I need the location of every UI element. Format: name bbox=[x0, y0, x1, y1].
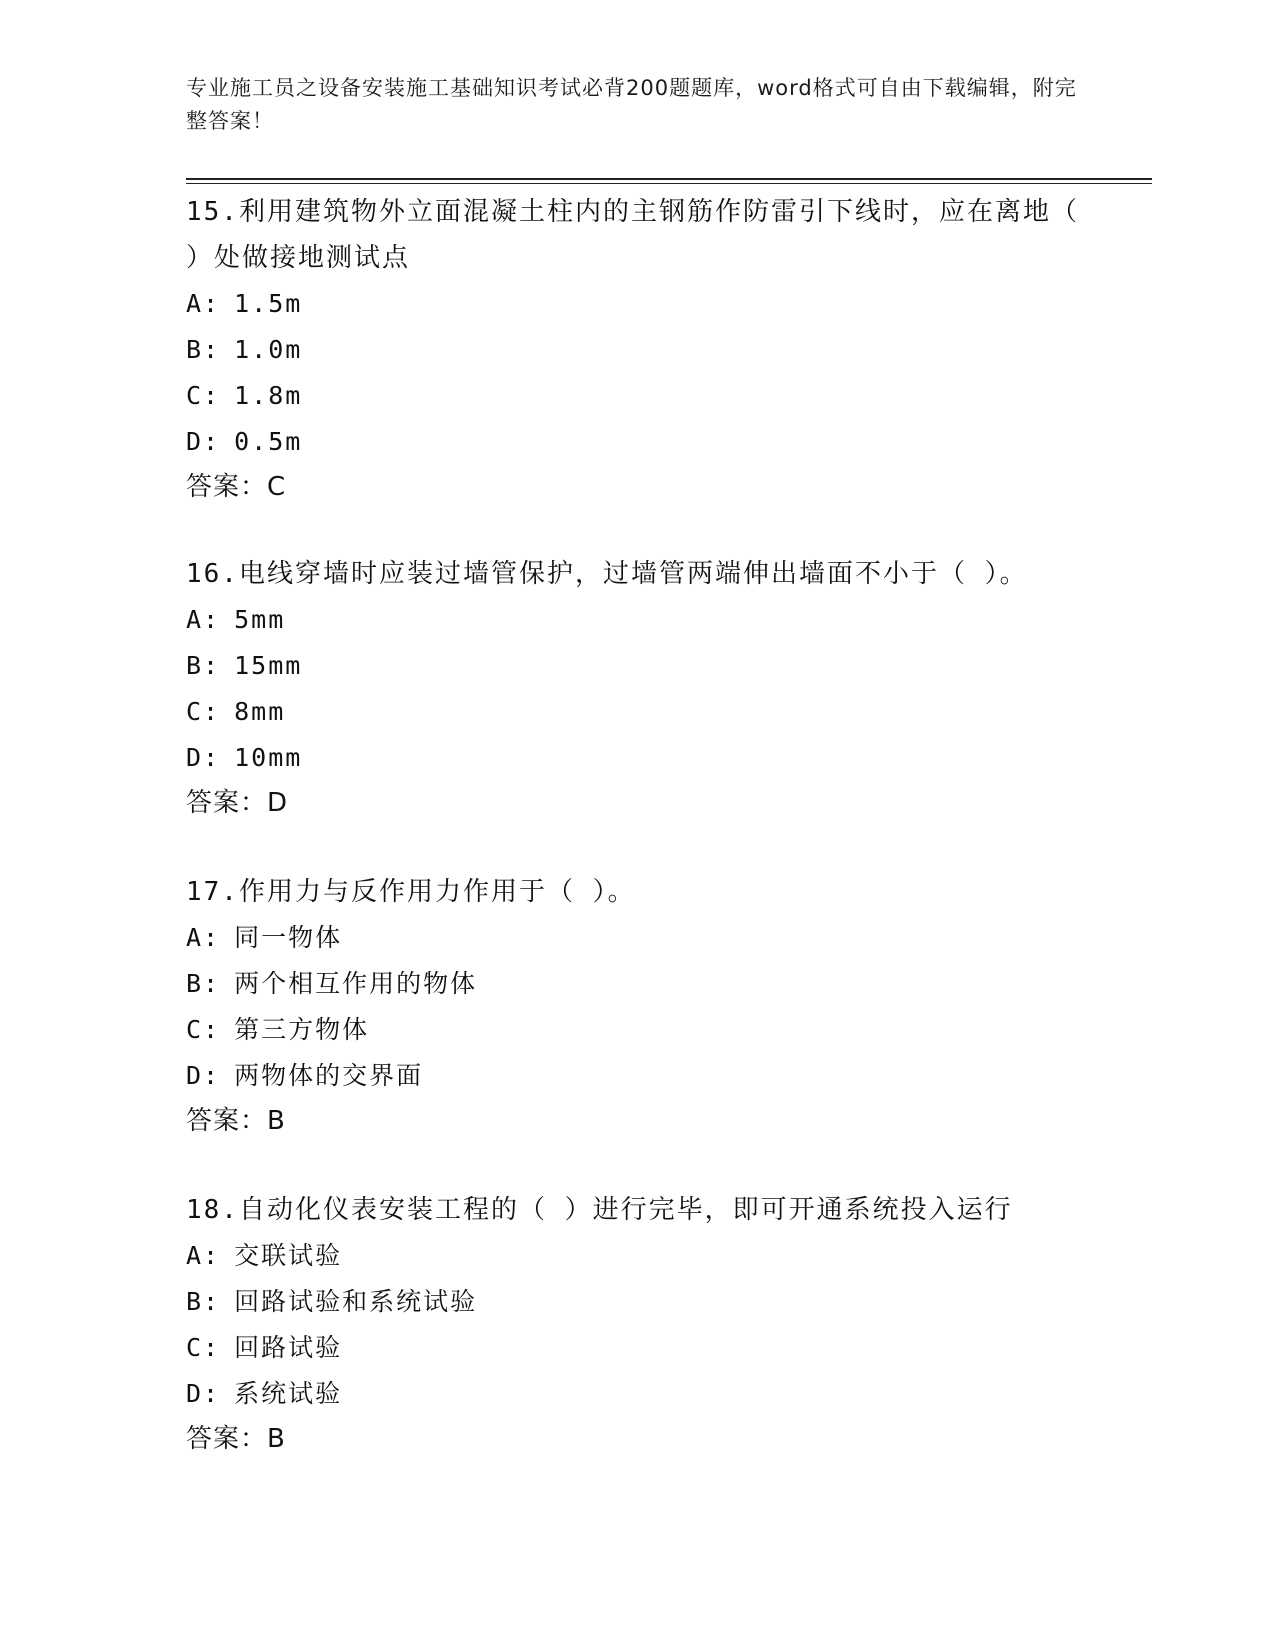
question-16 bbox=[186, 551, 1086, 825]
option-letter: A: bbox=[186, 1241, 221, 1270]
option-letter: B: bbox=[186, 335, 221, 364]
option-letter: C: bbox=[186, 1333, 221, 1362]
option-text: 交联试验 bbox=[234, 1241, 343, 1270]
option-letter: C: bbox=[186, 697, 221, 726]
option-letter: B: bbox=[186, 969, 221, 998]
option-a bbox=[186, 1233, 1086, 1279]
option-letter: A: bbox=[186, 289, 221, 318]
option-text: 回路试验 bbox=[234, 1333, 343, 1362]
option-text: 同一物体 bbox=[234, 923, 343, 952]
option-a bbox=[186, 281, 1086, 327]
option-letter: D: bbox=[186, 1061, 221, 1090]
option-letter: D: bbox=[186, 1379, 221, 1408]
option-text: 1.8m bbox=[234, 381, 303, 410]
option-text: 回路试验和系统试验 bbox=[234, 1287, 478, 1316]
question-stem: 16.电线穿墙时应装过墙管保护，过墙管两端伸出墙面不小于（ ）。 bbox=[186, 559, 1028, 589]
header-divider-thin bbox=[186, 183, 1152, 184]
option-text: 10mm bbox=[234, 743, 303, 772]
option-d bbox=[186, 1053, 1086, 1099]
option-c bbox=[186, 373, 1086, 419]
option-c bbox=[186, 689, 1086, 735]
option-text: 1.5m bbox=[234, 289, 303, 318]
option-text: 第三方物体 bbox=[234, 1015, 370, 1044]
option-text: 8mm bbox=[234, 697, 286, 726]
option-c bbox=[186, 1007, 1086, 1053]
option-letter: B: bbox=[186, 1287, 221, 1316]
option-letter: D: bbox=[186, 427, 221, 456]
option-text: 两物体的交界面 bbox=[234, 1061, 424, 1090]
option-letter: B: bbox=[186, 651, 221, 680]
option-b bbox=[186, 327, 1086, 373]
option-letter: C: bbox=[186, 1015, 221, 1044]
option-text: 1.0m bbox=[234, 335, 303, 364]
header-divider-thick bbox=[186, 178, 1152, 180]
option-b bbox=[186, 961, 1086, 1007]
question-17 bbox=[186, 869, 1086, 1143]
option-letter: A: bbox=[186, 605, 221, 634]
question-stem: 15.利用建筑物外立面混凝土柱内的主钢筋作防雷引下线时，应在离地（ ）处做接地测试点 bbox=[186, 197, 1079, 273]
option-text: 5mm bbox=[234, 605, 286, 634]
answer-line: 答案：B bbox=[186, 1106, 286, 1136]
option-a bbox=[186, 597, 1086, 643]
option-d bbox=[186, 1371, 1086, 1417]
question-stem: 18.自动化仪表安装工程的（ ）进行完毕，即可开通系统投入运行 bbox=[186, 1195, 1013, 1225]
option-c bbox=[186, 1325, 1086, 1371]
option-letter: C: bbox=[186, 381, 221, 410]
option-text: 0.5m bbox=[234, 427, 303, 456]
answer-line: 答案：C bbox=[186, 472, 287, 502]
option-d bbox=[186, 735, 1086, 781]
document-header: 专业施工员之设备安装施工基础知识考试必背200题题库，word格式可自由下载编辑，附完整答案！ bbox=[186, 76, 1077, 133]
option-text: 两个相互作用的物体 bbox=[234, 969, 478, 998]
answer-line: 答案：D bbox=[186, 788, 289, 818]
option-a bbox=[186, 915, 1086, 961]
question-15 bbox=[186, 189, 1086, 509]
option-letter: D: bbox=[186, 743, 221, 772]
question-stem: 17.作用力与反作用力作用于（ ）。 bbox=[186, 877, 636, 907]
option-letter: A: bbox=[186, 923, 221, 952]
option-text: 系统试验 bbox=[234, 1379, 343, 1408]
option-b bbox=[186, 1279, 1086, 1325]
question-18 bbox=[186, 1187, 1086, 1461]
option-d bbox=[186, 419, 1086, 465]
answer-line: 答案：B bbox=[186, 1424, 286, 1454]
option-text: 15mm bbox=[234, 651, 303, 680]
option-b bbox=[186, 643, 1086, 689]
